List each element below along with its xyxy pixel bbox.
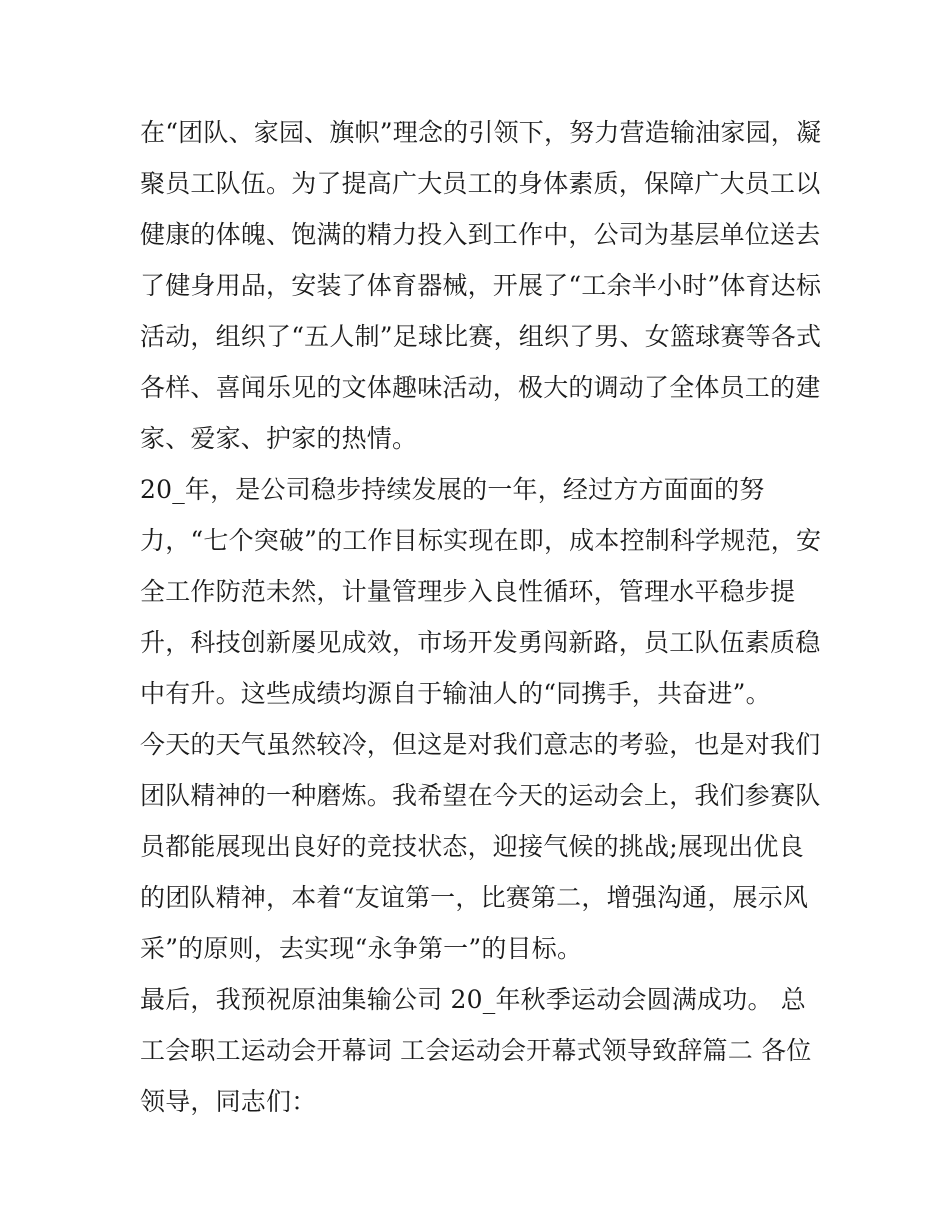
text-line-6: 各样、喜闻乐见的文体趣味活动，极大的调动了全体员工的建 (140, 373, 821, 402)
text-line-1: 在“团队、家园、旗帜”理念的引领下，努力营造输油家园，凝 (140, 118, 822, 147)
text-line-8: 20_年，是公司稳步持续发展的一年，经过方方面面的努 (140, 475, 765, 504)
text-line-11: 升，科技创新屡见成效，市场开发勇闯新路，员工队伍素质稳 (140, 628, 821, 657)
text-line-10: 全工作防范未然，计量管理步入良性循环，管理水平稳步提 (140, 577, 796, 606)
text-line-19: 工会职工运动会开幕词 工会运动会开幕式领导致辞篇二 各位 (140, 1036, 812, 1065)
text-line-15: 员都能展现出良好的竞技状态，迎接气候的挑战;展现出优良 (140, 832, 804, 861)
text-line-12: 中有升。这些成绩均源自于输油人的“同携手，共奋进”。 (140, 679, 771, 708)
text-line-7: 家、爱家、护家的热情。 (140, 424, 418, 453)
text-line-17: 采”的原则，去实现“永争第一”的目标。 (140, 934, 583, 963)
text-line-4: 了健身用品，安装了体育器械，开展了“工余半小时”体育达标 (140, 271, 822, 300)
text-line-18: 最后，我预祝原油集输公司 20_年秋季运动会圆满成功。 总 (140, 985, 807, 1014)
text-line-3: 健康的体魄、饱满的精力投入到工作中，公司为基层单位送去 (140, 220, 821, 249)
text-line-14: 团队精神的一种磨炼。我希望在今天的运动会上，我们参赛队 (140, 781, 821, 810)
text-line-2: 聚员工队伍。为了提高广大员工的身体素质，保障广大员工以 (140, 169, 821, 198)
document-body (140, 107, 820, 1127)
text-line-13: 今天的天气虽然较冷，但这是对我们意志的考验，也是对我们 (140, 730, 821, 759)
text-line-9: 力，“七个突破”的工作目标实现在即，成本控制科学规范，安 (140, 526, 822, 555)
text-line-16: 的团队精神，本着“友谊第一，比赛第二，增强沟通，展示风 (140, 883, 809, 912)
text-line-5: 活动，组织了“五人制”足球比赛，组织了男、女篮球赛等各式 (140, 322, 822, 351)
text-line-20: 领导，同志们： (140, 1087, 317, 1116)
